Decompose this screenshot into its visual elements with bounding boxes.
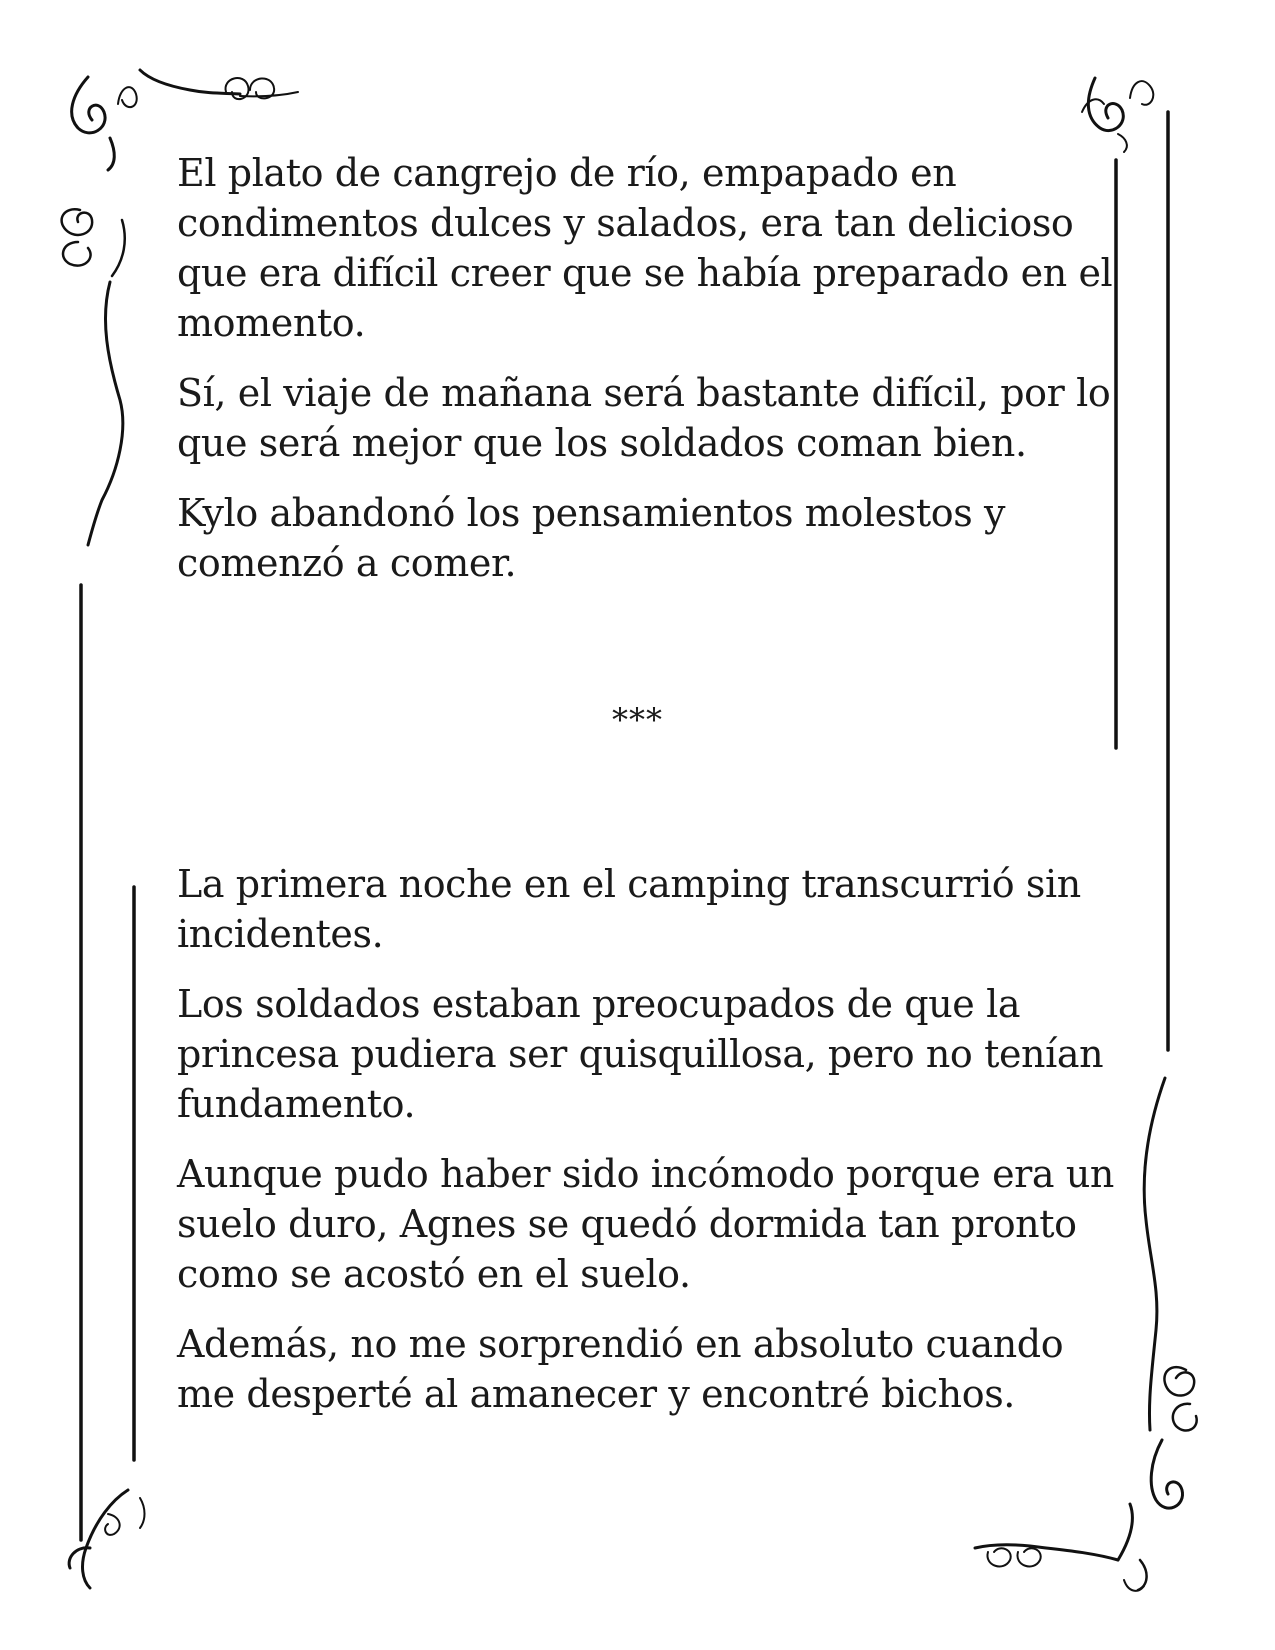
text-section-two <box>177 859 1117 1439</box>
section-separator: *** <box>612 701 663 739</box>
right-lower-flourish <box>1144 1078 1196 1508</box>
text-section-one <box>177 148 1117 608</box>
paragraph: Kylo abandonó los pensamientos molestos y comenzó a comer. <box>177 491 1006 585</box>
paragraph: Aunque pudo haber sido incómodo porque era un suelo duro, Agnes se quedó dormida tan pronto como se acostó en el suelo. <box>177 1152 1115 1296</box>
paragraph: El plato de cangrejo de río, empapado en condimentos dulces y salados, era tan delicioso que era difícil creer que se había preparado en el momento. <box>177 151 1113 345</box>
bottom-left-flourish <box>69 1490 144 1588</box>
paragraph: Además, no me sorprendió en absoluto cuando me desperté al amanecer y encontré bichos. <box>177 1322 1064 1416</box>
paragraph: Los soldados estaban preocupados de que la princesa pudiera ser quisquillosa, pero no tenían fundamento. <box>177 982 1104 1126</box>
bottom-right-flourish <box>975 1504 1147 1591</box>
paragraph: La primera noche en el camping transcurrió sin incidentes. <box>177 862 1081 956</box>
paragraph: Sí, el viaje de mañana será bastante difícil, por lo que será mejor que los soldados coman bien. <box>177 371 1111 465</box>
top-right-flourish <box>1082 78 1153 152</box>
